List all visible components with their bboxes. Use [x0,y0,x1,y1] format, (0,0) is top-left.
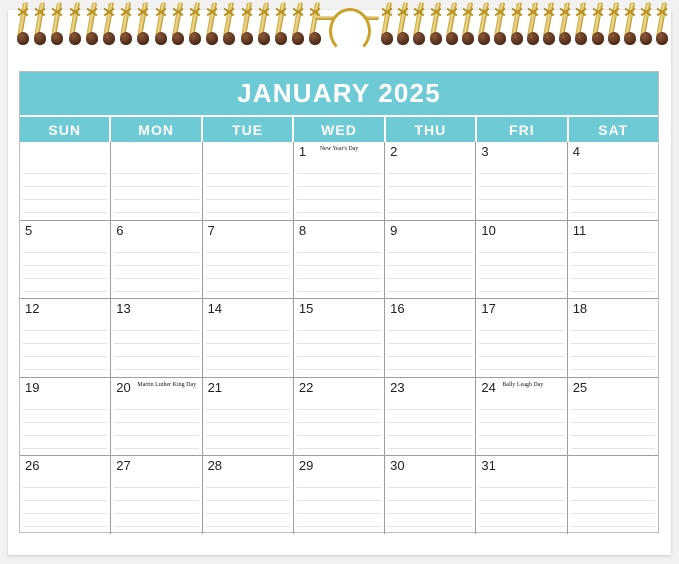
calendar-day-cell[interactable] [203,221,294,299]
weekday-header-wed: WED [294,117,385,142]
binding-coil [623,2,637,46]
calendar-day-cell[interactable] [203,142,294,220]
binding-coil [257,2,271,46]
day-number: 25 [572,379,588,395]
day-number: 26 [25,458,40,474]
binding-coil [493,2,507,46]
binding-coil [461,2,475,46]
day-number: 7 [207,222,215,238]
calendar-title-bar [20,72,658,115]
binding-coil [102,2,116,46]
binding-coil [574,2,588,46]
calendar-day-cell[interactable] [385,221,476,299]
binding-coil [16,2,30,46]
calendar-day-cell[interactable] [111,142,202,220]
day-number: 31 [481,458,496,474]
day-number: 20 [116,379,131,395]
calendar-day-cell[interactable] [111,221,202,299]
weekday-header-row [20,115,658,142]
day-number: 4 [572,144,580,159]
binding-coil [591,2,605,46]
binding-coil [607,2,621,46]
calendar-week-row [20,299,658,378]
calendar-day-cell[interactable] [476,456,567,534]
calendar-day-cell[interactable] [20,221,111,299]
calendar-day-cell[interactable] [294,299,385,377]
day-number: 21 [207,379,223,395]
weeks-container [20,142,658,534]
weekday-header-mon: MON [111,117,202,142]
calendar-day-cell[interactable] [111,456,202,534]
day-number: 11 [572,222,587,238]
day-number: 10 [481,222,496,238]
day-number: 13 [116,301,131,317]
calendar-week-row [20,142,658,221]
day-number: 8 [298,222,307,238]
note-rule-lines [203,221,293,299]
binding-coil [205,2,219,46]
hanger-hook-icon [315,0,379,50]
day-number: 30 [390,458,405,474]
calendar-grid [19,71,659,533]
day-number: 19 [25,379,40,395]
calendar-day-cell[interactable] [385,456,476,534]
note-rule-lines [385,221,475,299]
calendar-day-cell[interactable] [476,299,567,377]
calendar-day-cell[interactable] [568,221,658,299]
calendar-day-cell[interactable] [203,378,294,456]
calendar-day-cell[interactable] [294,221,385,299]
calendar-day-cell[interactable] [568,142,658,220]
note-rule-lines [111,221,201,299]
binding-coil [68,2,82,46]
binding-coil [510,2,524,46]
day-number: 17 [481,301,496,317]
weekday-header-tue: TUE [203,117,294,142]
weekday-header-sun: SUN [20,117,111,142]
calendar-day-cell[interactable] [568,299,658,377]
calendar-day-cell[interactable] [385,142,476,220]
calendar-day-cell[interactable] [294,378,385,456]
day-number: 15 [298,301,314,317]
day-number: 9 [390,222,398,238]
note-rule-lines [111,142,201,220]
binding-coil [188,2,202,46]
note-rule-lines [568,142,658,220]
calendar-day-cell[interactable] [568,456,658,534]
note-rule-lines [294,142,384,220]
calendar-day-cell[interactable] [294,142,385,220]
binding-coil [274,2,288,46]
day-number: 23 [390,379,405,395]
day-number: 2 [390,144,398,159]
day-number: 5 [25,222,33,238]
note-rule-lines [203,142,293,220]
day-number: 3 [481,144,489,159]
weekday-header-thu: THU [386,117,477,142]
binding-coil [50,2,64,46]
day-number: 16 [390,301,405,317]
calendar-day-cell[interactable] [20,456,111,534]
day-number: 22 [298,379,314,395]
binding-coil [429,2,443,46]
calendar-day-cell[interactable] [385,378,476,456]
calendar-day-cell[interactable] [203,456,294,534]
day-number: 27 [116,458,131,474]
binding-coil [154,2,168,46]
calendar-week-row [20,456,658,534]
binding-coil [558,2,572,46]
calendar-day-cell[interactable] [476,378,567,456]
holiday-label: Bally Leagh Day [502,381,544,388]
weekday-header-fri: FRI [477,117,568,142]
holiday-label: Martin Luther King Day [137,381,197,388]
note-rule-lines [20,142,110,220]
calendar-day-cell[interactable] [476,221,567,299]
binding-coil [477,2,491,46]
day-number: 28 [207,458,223,474]
binding-coil [33,2,47,46]
binding-coil [222,2,236,46]
day-number: 6 [116,222,124,238]
calendar-week-row [20,221,658,300]
binding-coil [119,2,133,46]
binding-coil [171,2,185,46]
calendar-day-cell[interactable] [476,142,567,220]
binding-coil [639,2,653,46]
calendar-day-cell[interactable] [20,142,111,220]
holiday-label: New Year's Day [319,146,359,152]
day-number: 12 [25,301,40,317]
weekday-header-sat: SAT [598,121,629,138]
calendar-day-cell[interactable] [385,299,476,377]
binding-coil [655,2,669,46]
binding-coil [291,2,305,46]
spiral-binding [8,0,671,52]
note-rule-lines [385,142,475,220]
binding-coil [85,2,99,46]
day-number: 14 [207,301,223,317]
day-number: 18 [572,301,588,317]
binding-coil [412,2,426,46]
day-number: 29 [298,458,314,474]
calendar-day-cell[interactable] [111,299,202,377]
calendar-day-cell[interactable] [568,378,658,456]
calendar-day-cell[interactable] [111,378,202,456]
page-title: JANUARY 2025 [237,78,441,108]
calendar-week-row [20,378,658,457]
calendar-day-cell[interactable] [20,378,111,456]
binding-coil [396,2,410,46]
binding-coil [445,2,459,46]
calendar-day-cell[interactable] [294,456,385,534]
note-rule-lines [568,456,658,534]
binding-coil [542,2,556,46]
day-number: 24 [481,379,496,395]
binding-coil [380,2,394,46]
note-rule-lines [476,142,566,220]
binding-coil [136,2,150,46]
day-number: 1 [298,144,307,159]
calendar-day-cell[interactable] [20,299,111,377]
calendar-day-cell[interactable] [203,299,294,377]
note-rule-lines [294,221,384,299]
note-rule-lines [20,221,110,299]
binding-coil [526,2,540,46]
binding-coil [240,2,254,46]
